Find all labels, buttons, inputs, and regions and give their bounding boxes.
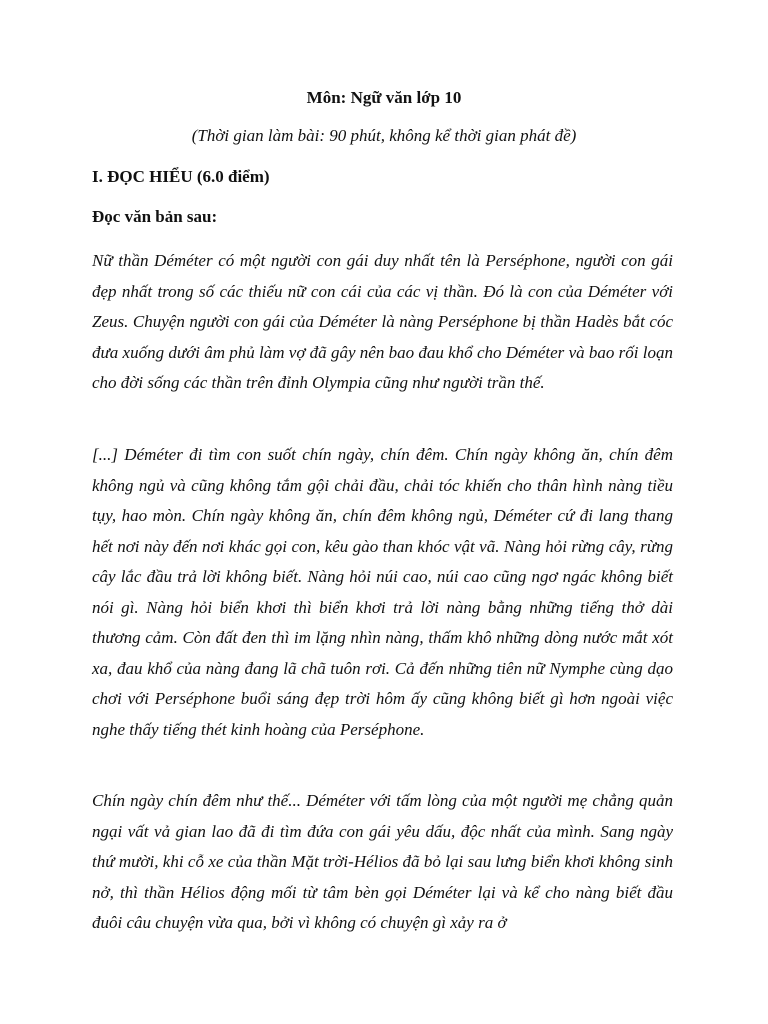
passage-paragraph: [...] Déméter đi tìm con suốt chín ngày, chín đêm. Chín ngày không ăn, chín đêm không ngủ và cũng không tắm gội chải đầu, chải tóc khiến cho thân hình nàng tiều tụy, hao mòn. Chín ngày không ăn, chín đêm không ngủ, Déméter cứ đi lang thang hết nơi này đến nơi khác gọi con, kêu gào than khóc vật vã. Nàng hỏi rừng cây, rừng cây lắc đầu trả lời không biết. Nàng hỏi núi cao, núi cao cũng ngơ ngác không biết nói gì. Nàng hỏi biển khơi thì biển khơi trả lời nàng bằng những tiếng thở dài thương cảm. Còn đất đen thì im lặng nhìn nàng, thấm khô những dòng nước mắt xót xa, đau khổ của nàng đang lã chã tuôn rơi. Cả đến những tiên nữ Nymphe cùng dạo chơi với Perséphone buổi sáng đẹp trời hôm ấy cũng không biết gì hơn ngoài việc nghe thấy tiếng thét kinh hoàng của Perséphone. bbox=[92, 445, 673, 739]
passage-paragraph: Nữ thần Déméter có một người con gái duy nhất tên là Perséphone, người con gái đẹp nhất trong số các thiếu nữ con cái của các vị thần. Đó là con của Déméter với Zeus. Chuyện người con gái của Déméter là nàng Perséphone bị thần Hadès bắt cóc đưa xuống dưới âm phủ làm vợ đã gây nên bao đau khổ cho Déméter và bao rối loạn cho đời sống các thần trên đỉnh Olympia cũng như người trần thế. bbox=[92, 251, 673, 392]
passage-paragraph: Chín ngày chín đêm như thế... Déméter với tấm lòng của một người mẹ chẳng quản ngại vất vả gian lao đã đi tìm đứa con gái yêu dấu, độc nhất của mình. Sang ngày thứ mười, khi cỗ xe của thần Mặt trời-Hélios đã bỏ lại sau lưng biển khơi không sinh nở, thì thần Hélios động mối từ tâm bèn gọi Déméter lại và kể cho nàng biết đầu đuôi câu chuyện vừa qua, bởi vì không có chuyện gì xảy ra ở bbox=[92, 791, 673, 932]
read-instruction: Đọc văn bản sau: bbox=[92, 207, 218, 226]
section-heading: I. ĐỌC HIỂU (6.0 điểm) bbox=[92, 167, 270, 186]
exam-subject-title: Môn: Ngữ văn lớp 10 bbox=[306, 88, 462, 107]
exam-time-note: (Thời gian làm bài: 90 phút, không kể thời gian phát đề) bbox=[191, 126, 577, 145]
